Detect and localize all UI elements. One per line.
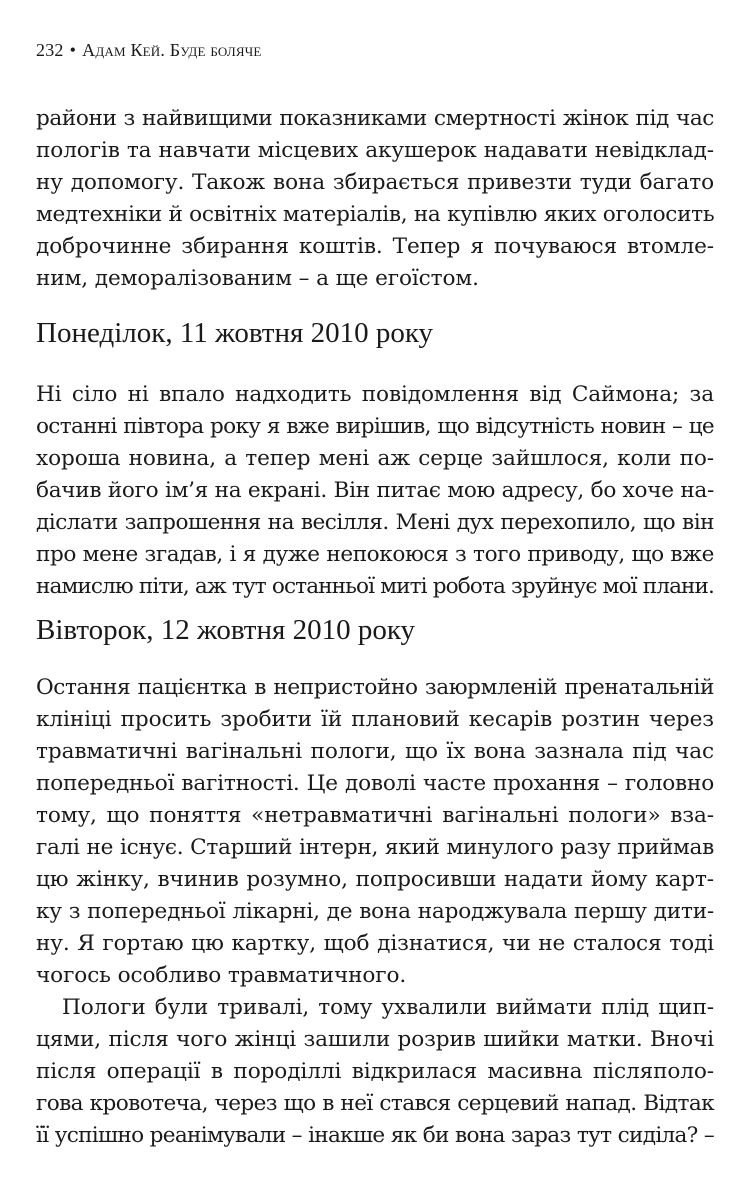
diary-entry-heading: Понеділок, 11 жовтня 2010 року	[36, 317, 433, 349]
text-line: бачив його ім’я на екрані. Він питає мою адресу, бо хоче на-	[36, 478, 714, 503]
text-line: ку з попередньої лікарні, де вона народжувала першу дити-	[36, 899, 714, 924]
text-line: райони з найвищими показниками смертності жінок під час	[36, 106, 714, 131]
text-line: цями, після чого жінці зашили розрив шийки матки. Вночі	[36, 1027, 714, 1052]
text-line: діслати запрошення на весілля. Мені дух перехопило, що він	[36, 510, 714, 535]
text-line: ним, деморалізованим – а ще егоїстом.	[36, 266, 479, 291]
text-line: тому, що поняття «нетравматичні вагінальні пологи» вза-	[36, 803, 714, 828]
text-line: Остання пацієнтка в непристойно заюрмленій пренатальній	[36, 675, 714, 700]
running-head-author: Адам Кей.	[82, 40, 166, 60]
text-line: хороша новина, а тепер мені аж серце зайшлося, коли по-	[36, 446, 714, 471]
text-line: гова кровотеча, через що в неї стався серцевий напад. Відтак	[36, 1091, 714, 1116]
text-line: доброчинне збирання коштів. Тепер я почуваюся втомле-	[36, 234, 714, 259]
text-line: галі не існує. Старший інтерн, який минулого разу приймав	[36, 835, 714, 860]
text-line: медтехніки й освітніх матеріалів, на купівлю яких оголосить	[36, 202, 715, 227]
running-head	[36, 40, 262, 61]
text-line: пологів та навчати місцевих акушерок надавати невідклад-	[36, 138, 714, 163]
diary-entry-heading: Вівторок, 12 жовтня 2010 року	[36, 614, 415, 646]
text-line: намислю піти, аж тут останньої миті робота зруйнує мої плани.	[36, 574, 714, 599]
text-line: її успішно реанімували – інакше як би вона зараз тут сиділа? –	[36, 1123, 714, 1148]
running-head-title: Буде боляче	[169, 40, 262, 60]
text-line: попередньої вагітності. Це доволі часте прохання – головно	[36, 771, 714, 796]
text-line: травматичні вагінальні пологи, що їх вона зазнала під час	[36, 739, 714, 764]
text-line: чогось особливо травматичного.	[36, 963, 407, 988]
text-line: Пологи були тривалі, тому ухвалили виймати плід щип-	[62, 995, 714, 1020]
running-head-separator: •	[69, 40, 77, 60]
text-line: після операції в породіллі відкрилася масивна післяполо-	[36, 1059, 714, 1084]
text-line: про мене згадав, і я дуже непокоюся з того приводу, що вже	[36, 542, 714, 567]
text-line: останні півтора року я вже вирішив, що відсутність новин – це	[36, 414, 714, 439]
text-line: клініці просить зробити їй плановий кесарів розтин через	[36, 707, 714, 732]
text-line: ну допомогу. Також вона збирається привезти туди багато	[36, 170, 714, 195]
text-line: цю жінку, вчинив розумно, попросивши надати йому карт-	[36, 867, 714, 892]
text-line: Ні сіло ні впало надходить повідомлення від Саймона; за	[36, 382, 714, 407]
text-line: ну. Я гортаю цю картку, щоб дізнатися, чи не сталося тоді	[36, 931, 714, 956]
page-number: 232	[36, 40, 64, 60]
